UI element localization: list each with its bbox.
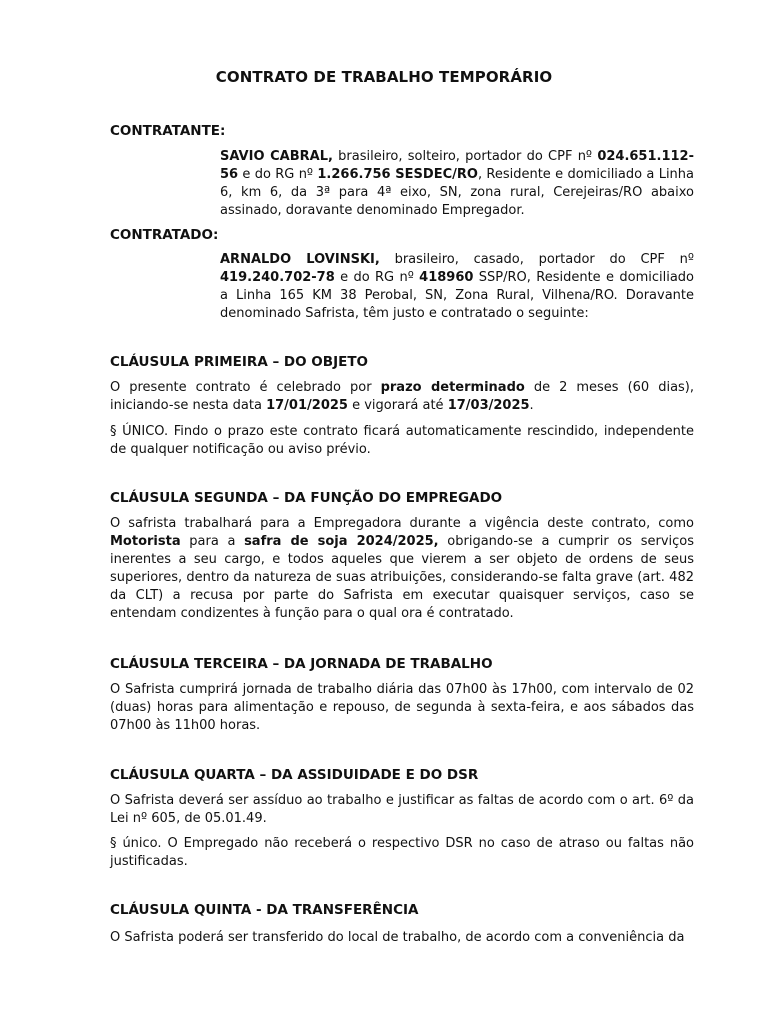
contratante-label: CONTRATANTE:: [110, 123, 226, 139]
clause-2-paragraph: [110, 515, 694, 623]
clause-4-paragraph-1: O Safrista deverá ser assíduo ao trabalho e justificar as faltas de acordo com o art. 6º da Lei nº 605, de 05.01.49.: [110, 793, 694, 826]
clause-2-text-e: obrigando-se a cumprir os serviços inerentes a seu cargo, e todos aqueles que vierem a ser objeto de ordens de seus superiores, dentro da natureza de suas atribuições, considerando-se falta grave (art. 482 da CLT) a recusa por parte do Safrista em executar quaisquer serviços, caso se entendam condizentes à função para o qual ora é contratado.: [110, 534, 694, 621]
contratado-rg: 418960: [419, 270, 474, 285]
clause-2-season: safra de soja 2024/2025,: [244, 534, 439, 549]
contratante-text: [220, 148, 694, 220]
contratante-text-2: e do RG nº: [238, 167, 318, 182]
contratado-label: CONTRATADO:: [110, 227, 219, 243]
contratado-text-1: brasileiro, casado, portador do CPF nº: [379, 252, 694, 267]
clause-3-paragraph: O Safrista cumprirá jornada de trabalho diária das 07h00 às 17h00, com intervalo de 02 (duas) horas para alimentação e repouso, de segunda à sexta-feira, e aos sábados das 07h00 às 11h00 horas.: [110, 682, 694, 733]
clause-1-text-e: e vigorará até: [347, 398, 448, 413]
contratado-text: [220, 251, 694, 323]
clause-2-text-c: para a: [180, 534, 245, 549]
clause-1-term: prazo determinado: [380, 380, 525, 395]
contratante-text-3: , Residente e domiciliado a Linha 6, km 6, da 3ª para 4ª eixo, SN, zona rural, Cerejeiras/RO abaixo assinado, doravante denominado Empregador.: [220, 167, 694, 218]
contratante-cpf: 024.651.112-56: [220, 149, 694, 182]
clause-4-title: CLÁUSULA QUARTA – DA ASSIDUIDADE E DO DSR: [110, 767, 479, 783]
clause-3-title: CLÁUSULA TERCEIRA – DA JORNADA DE TRABALHO: [110, 656, 493, 672]
clause-1-text-a: O presente contrato é celebrado por: [110, 380, 381, 395]
clause-1-paragraph-2: § ÚNICO. Findo o prazo este contrato ficará automaticamente rescindido, independente de qualquer notificação ou aviso prévio.: [110, 424, 694, 457]
contratado-cpf: 419.240.702-78: [220, 270, 335, 285]
contratado-text-2: e do RG nº: [334, 270, 420, 285]
contratado-text-3: SSP/RO, Residente e domiciliado a Linha 165 KM 38 Perobal, SN, Zona Rural, Vilhena/RO. Doravante denominado Safrista, têm justo e contratado o seguinte:: [220, 270, 694, 321]
clause-2-title: CLÁUSULA SEGUNDA – DA FUNÇÃO DO EMPREGADO: [110, 490, 503, 506]
clause-1-paragraph-1: [110, 379, 694, 415]
clause-2-text-a: O safrista trabalhará para a Empregadora durante a vigência deste contrato, como: [110, 516, 694, 531]
clause-4-paragraph-2: § único. O Empregado não receberá o respectivo DSR no caso de atraso ou faltas não justificadas.: [110, 836, 694, 869]
clause-5-paragraph: O Safrista poderá ser transferido do local de trabalho, de acordo com a conveniência da: [110, 930, 685, 945]
contratante-text-1: brasileiro, solteiro, portador do CPF nº: [332, 149, 598, 164]
contratante-name: SAVIO CABRAL,: [220, 149, 333, 164]
contratado-name: ARNALDO LOVINSKI,: [220, 252, 380, 267]
clause-1-text-g: .: [529, 398, 534, 413]
clause-2-role: Motorista: [110, 534, 181, 549]
clause-1-end-date: 17/03/2025: [447, 398, 530, 413]
clause-5-title: CLÁUSULA QUINTA - DA TRANSFERÊNCIA: [110, 902, 419, 918]
clause-1-title: CLÁUSULA PRIMEIRA – DO OBJETO: [110, 354, 369, 370]
clause-1-start-date: 17/01/2025: [266, 398, 348, 413]
clause-1-text-c: de 2 meses (60 dias), iniciando-se nesta data: [110, 380, 695, 413]
contratante-rg: 1.266.756 SESDEC/RO: [317, 167, 478, 182]
document-title: CONTRATO DE TRABALHO TEMPORÁRIO: [215, 68, 553, 86]
